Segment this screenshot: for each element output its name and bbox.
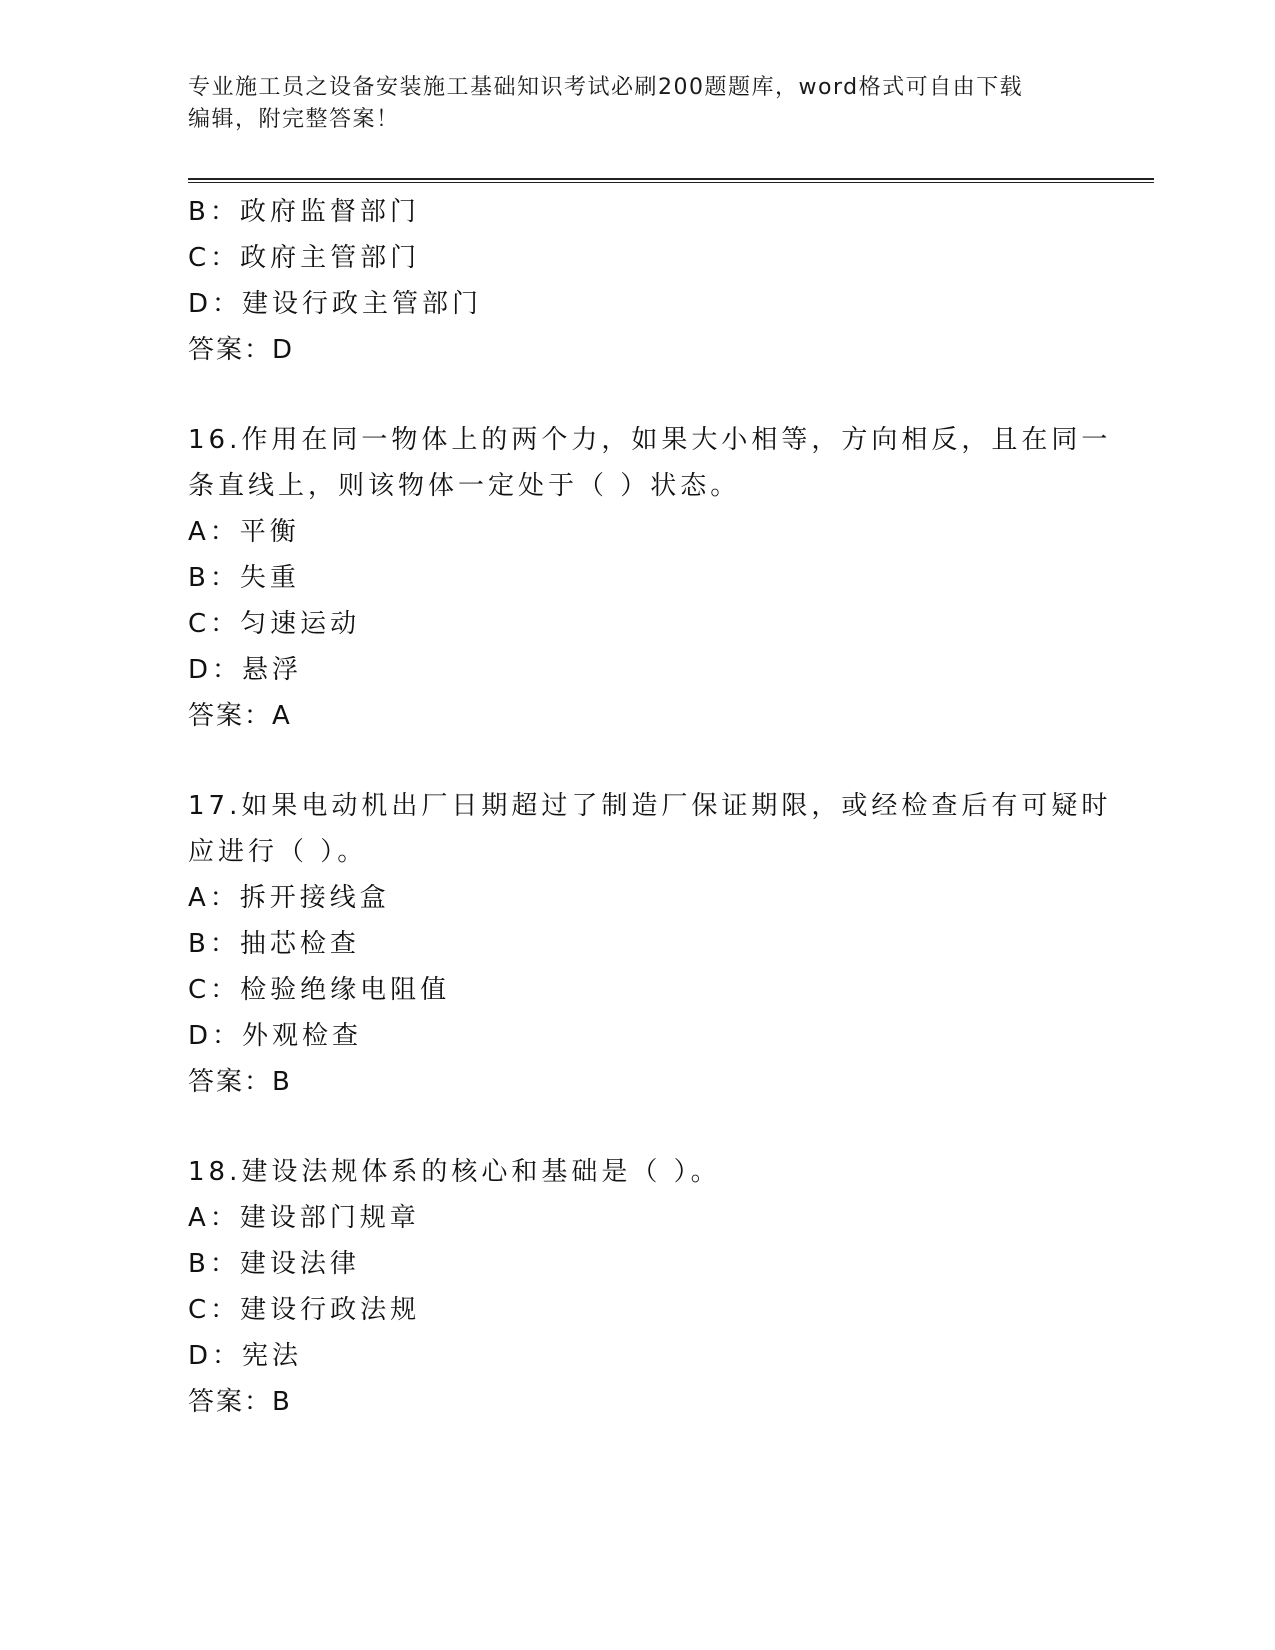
option-c: C：建设行政法规: [188, 1295, 421, 1325]
question-18-block: [188, 1149, 1154, 1425]
question-stem-continued: 条直线上，则该物体一定处于（ ）状态。: [188, 471, 741, 501]
option-d: D：悬浮: [188, 655, 303, 685]
option-a: A：平衡: [188, 517, 300, 547]
header-line-2: 编辑，附完整答案！: [188, 107, 400, 132]
option-d: D：宪法: [188, 1341, 303, 1371]
spacer: [188, 373, 1154, 417]
option-c: C：检验绝缘电阻值: [188, 975, 451, 1005]
spacer: [188, 1105, 1154, 1149]
question-stem-continued: 应进行（ ）。: [188, 837, 368, 867]
answer: 答案：D: [188, 335, 295, 365]
answer: 答案：B: [188, 1387, 292, 1417]
question-15-block: [188, 189, 1154, 373]
question-stem: 16.作用在同一物体上的两个力，如果大小相等，方向相反，且在同一: [188, 425, 1112, 455]
question-16-block: [188, 417, 1154, 739]
answer: 答案：A: [188, 701, 292, 731]
spacer: [188, 739, 1154, 783]
question-stem: 18.建设法规体系的核心和基础是（ ）。: [188, 1157, 721, 1187]
header-line-1: 专业施工员之设备安装施工基础知识考试必刷200题题库，word格式可自由下载: [188, 75, 1024, 100]
option-a: A：建设部门规章: [188, 1203, 420, 1233]
question-17-block: [188, 783, 1154, 1105]
option-c: C：匀速运动: [188, 609, 361, 639]
document-header: [188, 72, 1088, 136]
option-b: B：抽芯检查: [188, 929, 360, 959]
option-d: D：外观检查: [188, 1021, 363, 1051]
option-b: B：政府监督部门: [188, 197, 420, 227]
header-divider-thick: [188, 178, 1154, 180]
option-c: C：政府主管部门: [188, 243, 421, 273]
question-stem: 17.如果电动机出厂日期超过了制造厂保证期限，或经检查后有可疑时: [188, 791, 1112, 821]
answer: 答案：B: [188, 1067, 292, 1097]
option-a: A：拆开接线盒: [188, 883, 390, 913]
option-d: D：建设行政主管部门: [188, 289, 483, 319]
option-b: B：建设法律: [188, 1249, 360, 1279]
option-b: B：失重: [188, 563, 300, 593]
document-body: [188, 189, 1154, 1425]
header-divider-thin: [188, 182, 1154, 183]
